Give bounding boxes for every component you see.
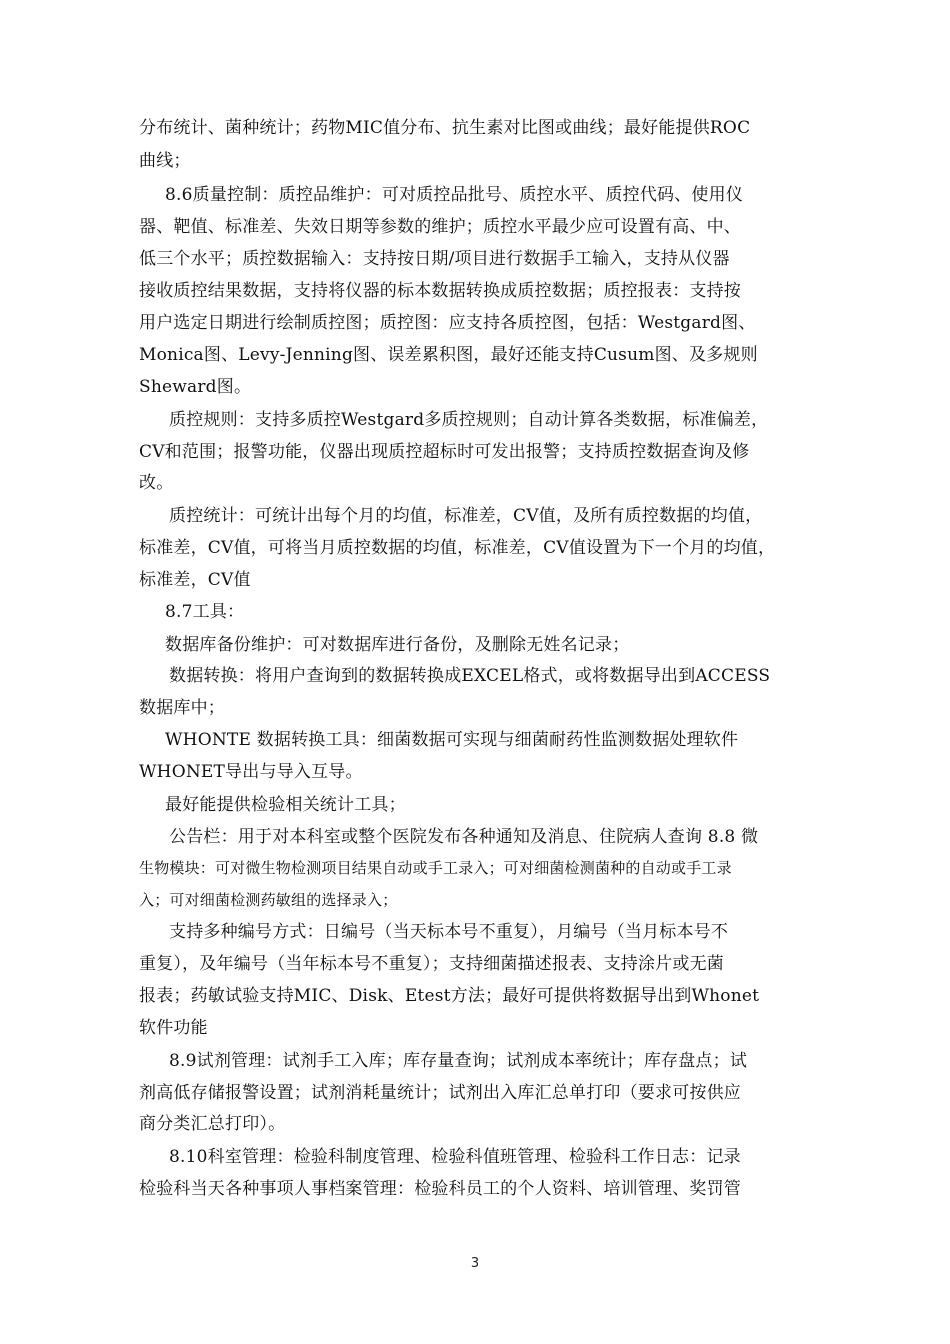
text-line: 8.6质量控制：质控品维护：可对质控品批号、质控水平、质控代码、使用仪 <box>165 185 744 205</box>
text-line: WHONTE 数据转换工具：细菌数据可实现与细菌耐药性监测数据处理软件 <box>165 730 739 750</box>
text-line: 8.9试剂管理：试剂手工入库；库存量查询；试剂成本率统计；库存盘点；试 <box>169 1051 748 1071</box>
text-line: 商分类汇总打印）。 <box>139 1114 286 1134</box>
text-line: CV和范围；报警功能，仪器出现质控超标时可发出报警；支持质控数据查询及修 <box>139 442 750 462</box>
text-line: 接收质控结果数据，支持将仪器的标本数据转换成质控数据；质控报表：支持按 <box>139 281 741 301</box>
text-line: 软件功能 <box>139 1018 208 1038</box>
text-line: 标准差，CV值，可将当月质控数据的均值，标准差，CV值设置为下一个月的均值， <box>139 538 776 558</box>
text-line: 重复），及年编号（当年标本号不重复）；支持细菌描述报表、支持涂片或无菌 <box>139 954 724 974</box>
text-line: 8.7工具： <box>165 602 245 622</box>
text-line: 支持多种编号方式：日编号（当天标本号不重复），月编号（当月标本号不 <box>169 922 729 942</box>
text-line: 曲线； <box>139 151 191 171</box>
text-line: 分布统计、菌种统计；药物MIC值分布、抗生素对比图或曲线；最好能提供ROC <box>139 118 751 138</box>
text-line: 生物模块：可对微生物检测项目结果自动或手工录入；可对细菌检测菌种的自动或手工录 <box>139 859 732 877</box>
text-line: WHONET导出与导入互导。 <box>139 762 363 782</box>
text-line: 最好能提供检验相关统计工具； <box>165 795 406 815</box>
text-line: 标准差，CV值 <box>139 570 251 590</box>
text-line: 低三个水平；质控数据输入：支持按日期/项目进行数据手工输入，支持从仪器 <box>139 249 730 269</box>
text-line: 用户选定日期进行绘制质控图；质控图：应支持各质控图，包括：Westgard图、 <box>139 313 756 333</box>
text-line: 质控规则：支持多质控Westgard多质控规则；自动计算各类数据，标准偏差， <box>169 410 769 430</box>
text-line: 入；可对细菌检测药敏组的选择录入； <box>139 891 398 909</box>
text-line: 改。 <box>139 473 174 493</box>
text-line: 公告栏：用于对本科室或整个医院发布各种通知及消息、住院病人查询 8.8 微 <box>169 827 759 847</box>
text-line: 器、靶值、标准差、失效日期等参数的维护；质控水平最少应可设置有高、中、 <box>139 217 741 237</box>
text-line: Monica图、Levy-Jenning图、误差累积图，最好还能支持Cusum图、及多规则 <box>139 345 758 365</box>
text-line: 数据库中； <box>139 698 225 718</box>
text-line: 数据转换：将用户查询到的数据转换成EXCEL格式，或将数据导出到ACCESS <box>169 666 771 686</box>
text-line: 质控统计：可统计出每个月的均值，标准差，CV值，及所有质控数据的均值， <box>169 506 763 526</box>
text-line: Sheward图。 <box>139 377 252 397</box>
text-line: 数据库备份维护：可对数据库进行备份，及删除无姓名记录； <box>165 635 630 655</box>
page-number: 3 <box>470 1256 480 1271</box>
text-line: 剂高低存储报警设置；试剂消耗量统计；试剂出入库汇总单打印（要求可按供应 <box>139 1083 741 1103</box>
text-line: 检验科当天各种事项人事档案管理：检验科员工的个人资料、培训管理、奖罚管 <box>139 1179 741 1199</box>
text-line: 报表；药敏试验支持MIC、Disk、Etest方法；最好可提供将数据导出到Whonet <box>139 986 760 1006</box>
text-line: 8.10科室管理：检验科制度管理、检验科值班管理、检验科工作日志：记录 <box>169 1147 741 1167</box>
